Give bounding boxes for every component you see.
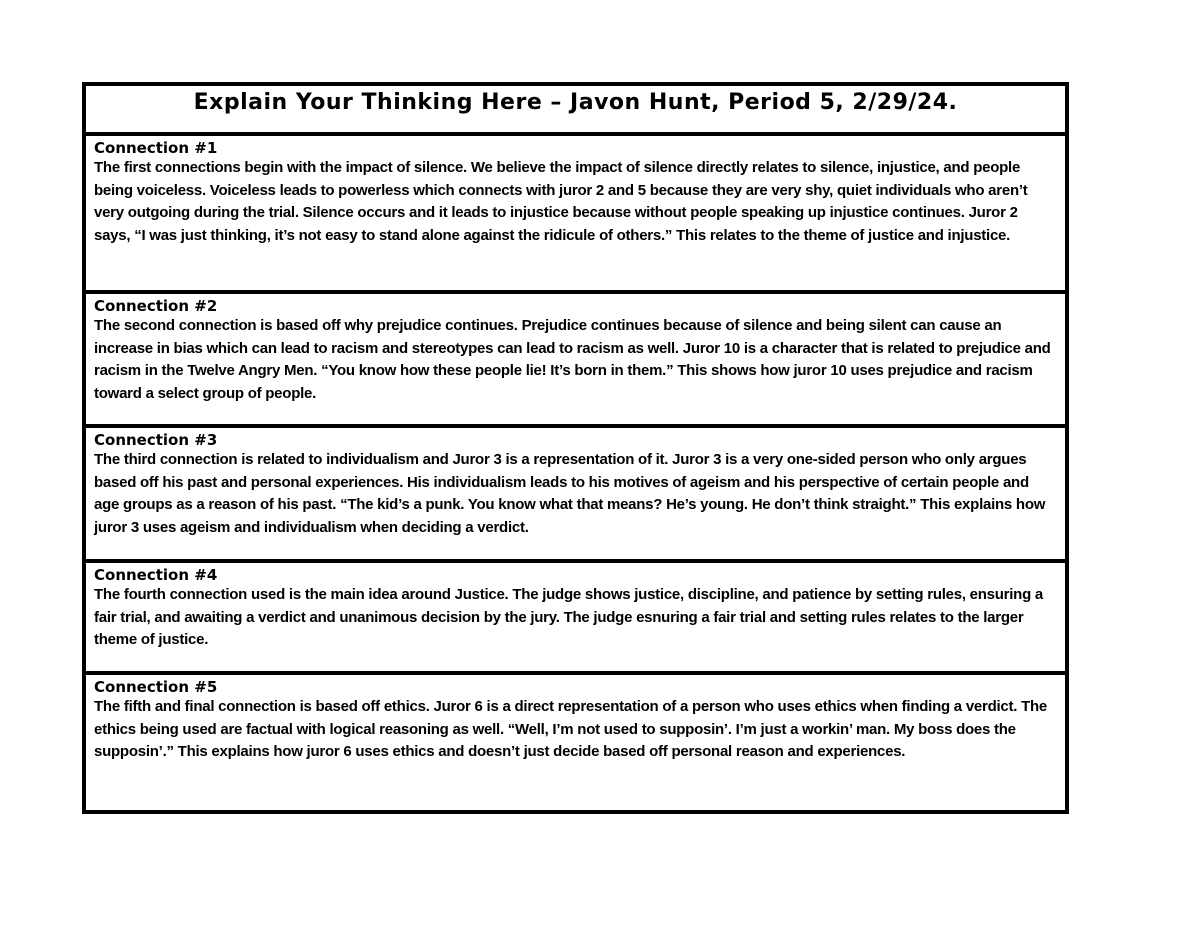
connection-body: The second connection is based off why prejudice continues. Prejudice continues because of silence and being silent can cause an increase in bias which can lead to racism and stereotypes can lead to racism as well. Juror 10 is a character that is related to prejudice and racism in the Twelve Angry Men. “You know how these people lie! It’s born in them.” This shows how juror 10 uses prejudice and racism toward a select group of people. — [94, 317, 1051, 402]
thinking-table — [82, 82, 1069, 814]
connection-body: The fifth and final connection is based off ethics. Juror 6 is a direct representation of a person who uses ethics when finding a verdict. The ethics being used are factual with logical reasoning as well. “Well, I’m not used to supposin’. I’m just a workin’ man. My boss does the supposin’.” This explains how juror 6 uses ethics and doesn’t just decide based off personal reason and experiences. — [94, 698, 1048, 760]
connection-heading: Connection #2 — [94, 297, 218, 315]
connection-cell-1 — [86, 136, 1065, 294]
connection-cell-3 — [86, 428, 1065, 563]
connection-cell-5 — [86, 675, 1065, 810]
connection-body: The first connections begin with the impact of silence. We believe the impact of silence directly relates to silence, injustice, and people being voiceless. Voiceless leads to powerless which connects with juror 2 and 5 because they are very shy, quiet individuals who aren’t very outgoing during the trial. Silence occurs and it leads to injustice because without people speaking up injustice continues. Juror 2 says, “I was just thinking, it’s not easy to stand alone against the ridicule of others.” This relates to the theme of justice and injustice. — [94, 159, 1028, 244]
connection-body: The fourth connection used is the main idea around Justice. The judge shows justice, discipline, and patience by setting rules, ensuring a fair trial, and awaiting a verdict and unanimous decision by the jury. The judge esnuring a fair trial and setting rules relates to the larger theme of justice. — [94, 586, 1044, 648]
connection-cell-2 — [86, 294, 1065, 428]
connection-heading: Connection #3 — [94, 431, 218, 449]
connection-heading: Connection #1 — [94, 139, 218, 157]
connection-heading: Connection #5 — [94, 678, 218, 696]
document-title: Explain Your Thinking Here – Javon Hunt, Period 5, 2/29/24. — [86, 86, 1065, 136]
connection-heading: Connection #4 — [94, 566, 218, 584]
connection-cell-4 — [86, 563, 1065, 675]
connection-body: The third connection is related to individualism and Juror 3 is a representation of it. Juror 3 is a very one-sided person who only argues based off his past and personal experiences. His individualism leads to his motives of ageism and his perspective of certain people and age groups as a reason of his past. “The kid’s a punk. You know what that means? He’s young. He don’t think straight.” This explains how juror 3 uses ageism and individualism when deciding a verdict. — [94, 451, 1046, 536]
